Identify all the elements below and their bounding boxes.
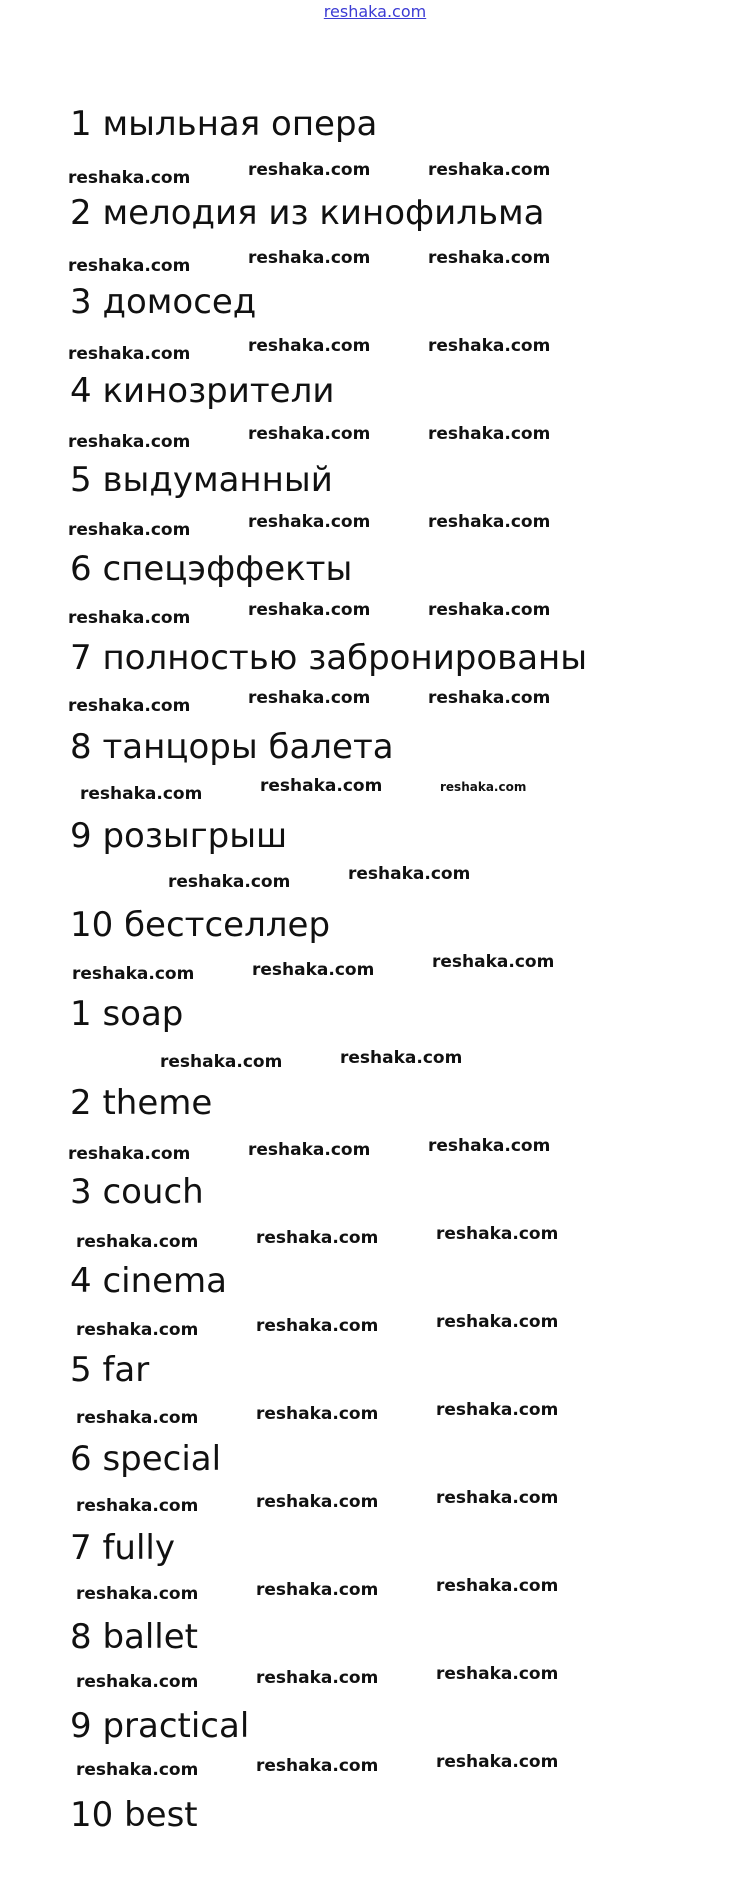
answer-line: 6 special xyxy=(70,1439,222,1479)
watermark: reshaka.com xyxy=(68,520,191,540)
watermark: reshaka.com xyxy=(160,1052,283,1072)
watermark: reshaka.com xyxy=(248,336,371,356)
watermark: reshaka.com xyxy=(436,1576,559,1596)
watermark: reshaka.com xyxy=(436,1752,559,1772)
watermark: reshaka.com xyxy=(440,780,527,794)
watermark: reshaka.com xyxy=(436,1224,559,1244)
watermark: reshaka.com xyxy=(72,964,195,984)
watermark: reshaka.com xyxy=(76,1584,199,1604)
watermark: reshaka.com xyxy=(76,1672,199,1692)
watermark: reshaka.com xyxy=(80,784,203,804)
watermark: reshaka.com xyxy=(256,1756,379,1776)
watermark: reshaka.com xyxy=(256,1228,379,1248)
watermark: reshaka.com xyxy=(68,168,191,188)
watermark: reshaka.com xyxy=(340,1048,463,1068)
watermark: reshaka.com xyxy=(436,1312,559,1332)
answer-line: 9 розыгрыш xyxy=(70,816,288,856)
site-link[interactable]: reshaka.com xyxy=(323,2,427,21)
watermark: reshaka.com xyxy=(436,1488,559,1508)
answer-line: 3 домосед xyxy=(70,282,257,322)
watermark: reshaka.com xyxy=(428,336,551,356)
answer-line: 9 practical xyxy=(70,1706,250,1746)
watermark: reshaka.com xyxy=(168,872,291,892)
watermark: reshaka.com xyxy=(428,600,551,620)
watermark: reshaka.com xyxy=(428,1136,551,1156)
watermark: reshaka.com xyxy=(436,1664,559,1684)
answer-line: 10 best xyxy=(70,1795,198,1835)
watermark: reshaka.com xyxy=(428,424,551,444)
watermark: reshaka.com xyxy=(260,776,383,796)
watermark: reshaka.com xyxy=(248,600,371,620)
answer-line: 7 fully xyxy=(70,1528,175,1568)
answer-line: 5 far xyxy=(70,1350,150,1390)
answer-line: 1 мыльная опера xyxy=(70,104,378,144)
watermark: reshaka.com xyxy=(256,1316,379,1336)
watermark: reshaka.com xyxy=(428,688,551,708)
answer-line: 2 theme xyxy=(70,1083,213,1123)
watermark: reshaka.com xyxy=(428,248,551,268)
watermark: reshaka.com xyxy=(68,1144,191,1164)
watermark: reshaka.com xyxy=(428,160,551,180)
watermark: reshaka.com xyxy=(68,256,191,276)
answer-line: 4 cinema xyxy=(70,1261,228,1301)
answer-line: 8 ballet xyxy=(70,1617,198,1657)
watermark: reshaka.com xyxy=(256,1668,379,1688)
watermark: reshaka.com xyxy=(256,1580,379,1600)
watermark: reshaka.com xyxy=(76,1496,199,1516)
watermark: reshaka.com xyxy=(68,344,191,364)
answer-line: 6 спецэффекты xyxy=(70,549,353,589)
watermark: reshaka.com xyxy=(68,608,191,628)
watermark: reshaka.com xyxy=(436,1400,559,1420)
watermark: reshaka.com xyxy=(432,952,555,972)
watermark: reshaka.com xyxy=(248,1140,371,1160)
watermark: reshaka.com xyxy=(248,160,371,180)
answer-line: 2 мелодия из кинофильма xyxy=(70,193,545,233)
answer-line: 3 couch xyxy=(70,1172,204,1212)
watermark: reshaka.com xyxy=(68,696,191,716)
watermark: reshaka.com xyxy=(256,1492,379,1512)
watermark: reshaka.com xyxy=(248,688,371,708)
answer-line: 10 бестселлер xyxy=(70,905,331,945)
watermark: reshaka.com xyxy=(256,1404,379,1424)
watermark: reshaka.com xyxy=(248,424,371,444)
watermark: reshaka.com xyxy=(252,960,375,980)
watermark: reshaka.com xyxy=(76,1232,199,1252)
watermark: reshaka.com xyxy=(248,248,371,268)
watermark: reshaka.com xyxy=(428,512,551,532)
answer-line: 5 выдуманный xyxy=(70,460,333,500)
answer-line: 7 полностью забронированы xyxy=(70,638,588,678)
watermark: reshaka.com xyxy=(348,864,471,884)
watermark: reshaka.com xyxy=(76,1408,199,1428)
watermark: reshaka.com xyxy=(248,512,371,532)
answer-line: 8 танцоры балета xyxy=(70,727,394,767)
watermark: reshaka.com xyxy=(68,432,191,452)
answer-line: 1 soap xyxy=(70,994,184,1034)
answer-line: 4 кинозрители xyxy=(70,371,335,411)
watermark: reshaka.com xyxy=(76,1320,199,1340)
watermark: reshaka.com xyxy=(76,1760,199,1780)
